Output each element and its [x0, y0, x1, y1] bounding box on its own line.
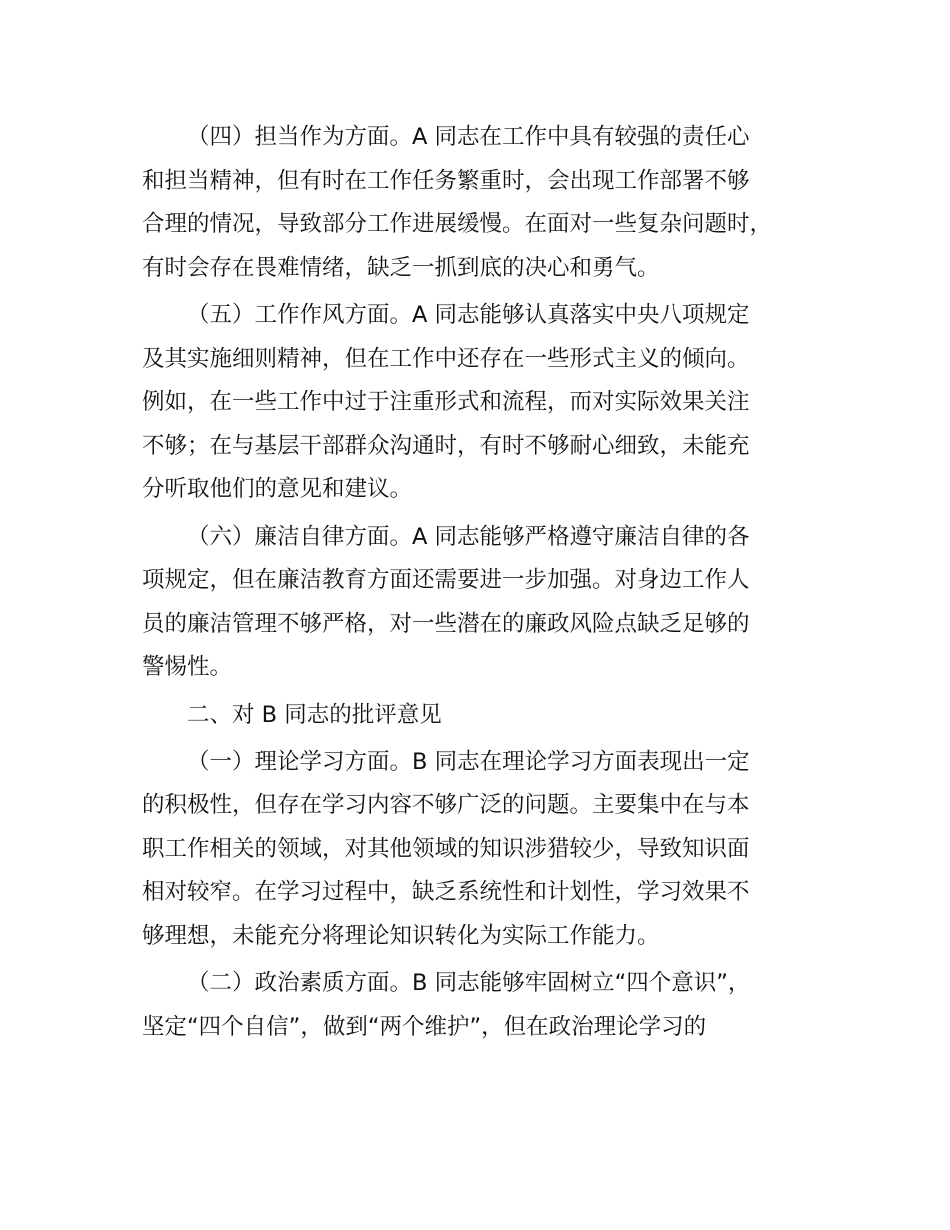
text-line: 和担当精神，但有时在工作任务繁重时，会出现工作部署不够 — [142, 167, 750, 194]
text-line: 警惕性。 — [142, 654, 233, 681]
text-line: 坚定“四个自信”，做到“两个维护”，但在政治理论学习的 — [142, 1013, 707, 1040]
paragraph-gongzuo-zuofeng — [142, 294, 832, 512]
text-line: 例如，在一些工作中过于注重形式和流程，而对实际效果关注 — [142, 389, 750, 416]
text-line: 分听取他们的意见和建议。 — [142, 476, 413, 503]
text-line: 不够；在与基层干部群众沟通时，有时不够耐心细致，未能充 — [142, 432, 750, 459]
paragraph-lianjie-zilv — [142, 516, 832, 690]
text-line: （二）政治素质方面。B 同志能够牢固树立“四个意识”， — [187, 970, 751, 997]
text-line: （六）廉洁自律方面。A 同志能够严格遵守廉洁自律的各 — [187, 523, 750, 550]
text-line: （五）工作作风方面。A 同志能够认真落实中央八项规定 — [187, 301, 750, 328]
text-line: 的积极性，但存在学习内容不够广泛的问题。主要集中在与本 — [142, 792, 750, 819]
text-line: 及其实施细则精神，但在工作中还存在一些形式主义的倾向。 — [142, 345, 750, 372]
text-line: 项规定，但在廉洁教育方面还需要进一步加强。对身边工作人 — [142, 567, 750, 594]
text-line: 员的廉洁管理不够严格，对一些潜在的廉政风险点缺乏足够的 — [142, 610, 750, 637]
paragraph-zhengzhi-suzhi — [142, 962, 832, 1049]
paragraph-danxdang-zuowei — [142, 116, 832, 290]
document-body — [142, 116, 832, 1053]
text-line: 有时会存在畏难情绪，缺乏一抓到底的决心和勇气。 — [142, 254, 660, 281]
section-heading-b — [142, 694, 832, 738]
text-line: （四）担当作为方面。A 同志在工作中具有较强的责任心 — [187, 124, 750, 150]
text-line: （一）理论学习方面。B 同志在理论学习方面表现出一定 — [187, 748, 750, 775]
text-line: 相对较窄。在学习过程中，缺乏系统性和计划性，学习效果不 — [142, 879, 750, 906]
text-line: 职工作相关的领域，对其他领域的知识涉猎较少，导致知识面 — [142, 835, 750, 862]
paragraph-lilun-xuexi — [142, 741, 832, 959]
section-heading: 二、对 B 同志的批评意见 — [187, 701, 442, 728]
text-line: 合理的情况，导致部分工作进展缓慢。在面对一些复杂问题时， — [142, 211, 773, 238]
text-line: 够理想，未能充分将理论知识转化为实际工作能力。 — [142, 923, 660, 950]
